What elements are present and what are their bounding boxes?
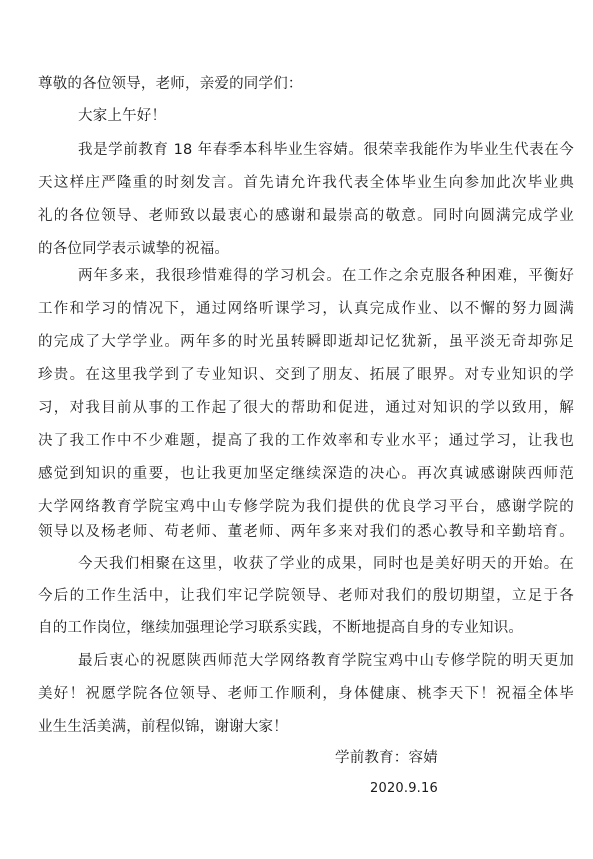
paragraph-2-line-9: 领导以及杨老师、苟老师、董老师、两年多来对我们的悉心教导和辛勤培育。: [38, 524, 574, 540]
paragraph-1-line-1: 我是学前教育 18 年春季本科毕业生容婧。很荣幸我能作为毕业生代表在今: [78, 142, 574, 158]
paragraph-2-line-2: 工作和学习的情况下，通过网络听课学习，认真完成作业、以不懈的努力圆满: [38, 301, 574, 317]
greeting: 尊敬的各位领导，老师，亲爱的同学们：: [38, 76, 303, 92]
paragraph-2-line-6: 决了我工作中不少难题，提高了我的工作效率和专业水平；通过学习，让我也: [38, 433, 574, 449]
paragraph-4-line-2: 美好！祝愿学院各位领导、老师工作顺利，身体健康、桃李天下！祝福全体毕: [38, 686, 574, 702]
paragraph-2-line-3: 的完成了大学学业。两年多的时光虽转瞬即逝却记忆犹新，虽平淡无奇却弥足: [38, 334, 574, 350]
date: 2020.9.16: [370, 781, 438, 796]
paragraph-4-line-3: 业生生活美满，前程似锦，谢谢大家！: [38, 719, 288, 735]
paragraph-1-line-2: 天这样庄严隆重的时刻发言。首先请允许我代表全体毕业生向参加此次毕业典: [38, 175, 574, 191]
paragraph-2-line-7: 感觉到知识的重要，也让我更加坚定继续深造的决心。再次真诚感谢陕西师范: [38, 466, 574, 482]
paragraph-3-line-1: 今天我们相聚在这里，收获了学业的成果，同时也是美好明天的开始。在: [78, 556, 574, 572]
salutation: 大家上午好！: [78, 108, 167, 124]
paragraph-3-line-2: 今后的工作生活中，让我们牢记学院领导、老师对我们的殷切期望，立足于各: [38, 588, 574, 604]
signature: 学前教育：容婧: [335, 750, 438, 766]
paragraph-2-line-5: 习，对我目前从事的工作起了很大的帮助和促进，通过对知识的学以致用，解: [38, 400, 574, 416]
paragraph-1-line-4: 的各位同学表示诚挚的祝福。: [38, 241, 230, 257]
paragraph-1-line-3: 礼的各位领导、老师致以最衷心的感谢和最崇高的敬意。同时向圆满完成学业: [38, 208, 574, 224]
paragraph-3-line-3: 自的工作岗位，继续加强理论学习联系实践，不断地提高自身的专业知识。: [38, 620, 524, 636]
paragraph-2-line-8: 大学网络教育学院宝鸡中山专修学院为我们提供的优良学习平台，感谢学院的: [38, 499, 574, 515]
paragraph-2-line-4: 珍贵。在这里我学到了专业知识、交到了朋友、拓展了眼界。对专业知识的学: [38, 367, 574, 383]
paragraph-2-line-1: 两年多来，我很珍惜难得的学习机会。在工作之余克服各种困难，平衡好: [78, 268, 574, 284]
paragraph-4-line-1: 最后衷心的祝愿陕西师范大学网络教育学院宝鸡中山专修学院的明天更加: [78, 653, 574, 669]
